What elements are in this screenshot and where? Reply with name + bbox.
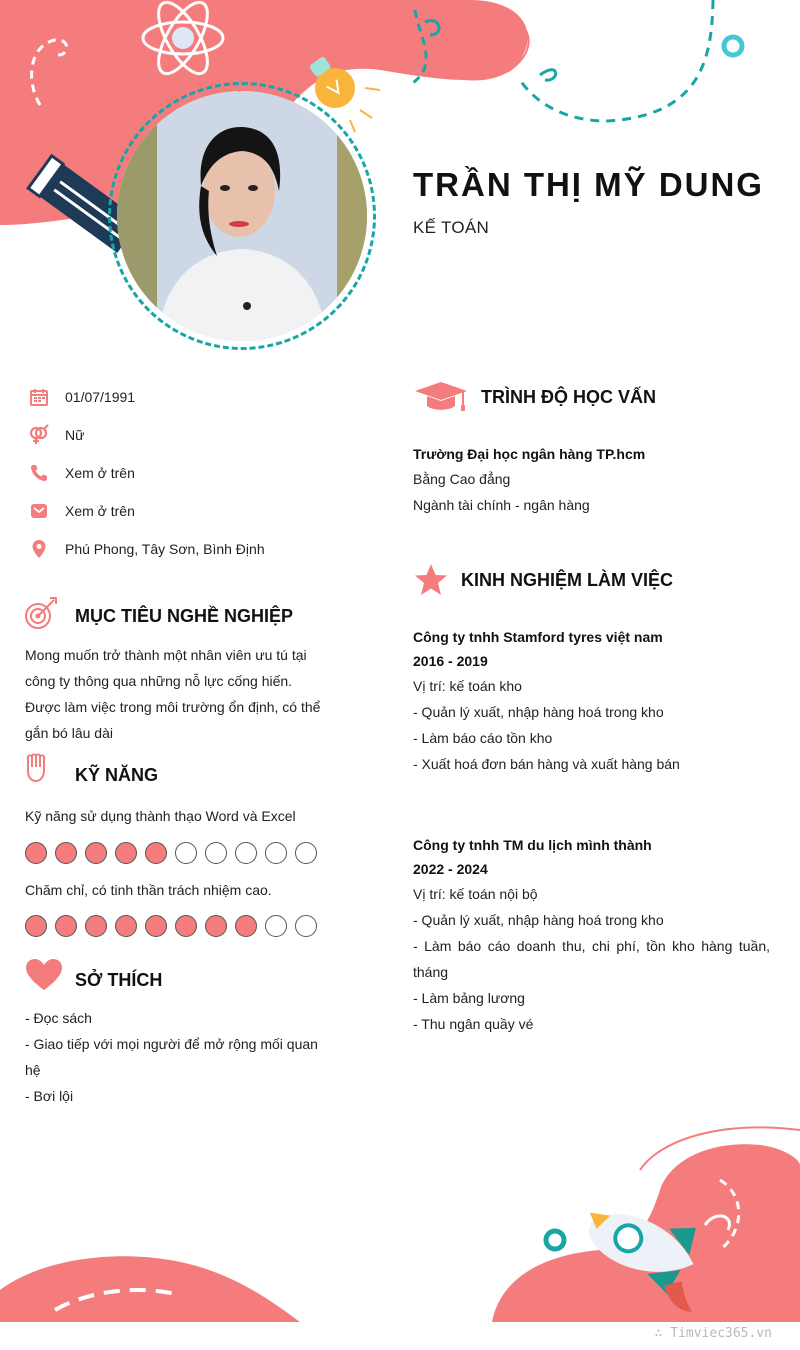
address-text: Phú Phong, Tây Sơn, Bình Định <box>65 541 265 557</box>
phone-text: Xem ở trên <box>65 465 135 481</box>
graduation-cap-icon <box>413 380 469 416</box>
gender-text: Nữ <box>65 427 85 443</box>
target-icon <box>24 596 58 630</box>
rating-dot-filled <box>115 915 137 937</box>
rating-dot-empty <box>175 842 197 864</box>
skill-name: Kỹ năng sử dụng thành thạo Word và Excel <box>25 808 296 824</box>
job-line: tháng <box>413 964 449 980</box>
rating-dot-filled <box>25 842 47 864</box>
rating-dot-filled <box>145 915 167 937</box>
rating-dot-filled <box>115 842 137 864</box>
objective-title: MỤC TIÊU NGHỀ NGHIỆP <box>75 606 294 626</box>
objective-line: gắn bó lâu dài <box>25 725 113 741</box>
job-line: - Quản lý xuất, nhập hàng hoá trong kho <box>413 912 664 928</box>
calendar-icon <box>28 386 50 408</box>
rating-dot-filled <box>205 915 227 937</box>
job-line: Vị trí: kế toán kho <box>413 678 522 694</box>
objective-text <box>25 642 325 746</box>
rating-dot-empty <box>265 842 287 864</box>
objective-line: Được làm việc trong môi trường ổn định, có thể <box>25 699 321 715</box>
rating-dot-empty <box>205 842 227 864</box>
star-icon <box>413 562 449 598</box>
job-title: KẾ TOÁN <box>413 218 490 237</box>
job-line: - Quản lý xuất, nhập hàng hoá trong kho <box>413 704 664 720</box>
info-phone <box>28 460 135 486</box>
skill-rating <box>25 842 317 864</box>
info-gender <box>28 422 84 448</box>
watermark: ∴ Timviec365.vn <box>654 1326 772 1341</box>
experience-title: KINH NGHIỆM LÀM VIỆC <box>461 570 674 590</box>
info-email <box>28 498 135 524</box>
rating-dot-empty <box>265 915 287 937</box>
hobbies-list <box>25 1005 325 1109</box>
objective-line: Mong muốn trở thành một nhân viên ưu tú tại <box>25 647 307 663</box>
rating-dot-filled <box>55 915 77 937</box>
rating-dot-filled <box>235 915 257 937</box>
hobby-line: - Đọc sách <box>25 1010 92 1026</box>
job-entry <box>413 833 770 1037</box>
rating-dot-filled <box>25 915 47 937</box>
rating-dot-empty <box>235 842 257 864</box>
profile-photo <box>117 91 367 341</box>
fist-icon <box>24 753 48 785</box>
skill-rating <box>25 915 317 937</box>
candidate-name: TRẦN THỊ MỸ DUNG <box>413 166 764 203</box>
job-line: - Làm báo cáo tồn kho <box>413 730 553 746</box>
hobby-line: hệ <box>25 1062 41 1078</box>
job-line: - Xuất hoá đơn bán hàng và xuất hàng bán <box>413 756 680 772</box>
objective-line: công ty thông qua những nỗ lực cống hiến. <box>25 673 293 689</box>
rating-dot-empty <box>295 842 317 864</box>
job-line: - Làm báo cáo doanh thu, chi phí, tồn kho hàng tuần, <box>413 938 770 954</box>
education-title: TRÌNH ĐỘ HỌC VẤN <box>481 387 656 407</box>
skill-name: Chăm chỉ, có tinh thần trách nhiệm cao. <box>25 882 272 898</box>
degree: Bằng Cao đẳng <box>413 471 511 487</box>
job-entry <box>413 625 770 777</box>
job-line: - Thu ngân quầy vé <box>413 1016 534 1032</box>
company-name: Công ty tnhh Stamford tyres việt nam <box>413 629 663 645</box>
job-period: 2016 - 2019 <box>413 653 488 669</box>
location-icon <box>28 538 50 560</box>
hobbies-title: SỞ THÍCH <box>75 970 163 990</box>
avatar <box>117 91 367 341</box>
mail-icon <box>28 500 50 522</box>
rating-dot-empty <box>295 915 317 937</box>
info-birthdate <box>28 384 135 410</box>
job-line: - Làm bảng lương <box>413 990 525 1006</box>
hobby-line: - Bơi lội <box>25 1088 74 1104</box>
hobby-line: - Giao tiếp với mọi người để mở rộng mối quan <box>25 1036 318 1052</box>
rating-dot-filled <box>85 842 107 864</box>
heart-icon <box>24 958 64 992</box>
phone-icon <box>28 462 50 484</box>
job-period: 2022 - 2024 <box>413 861 488 877</box>
gender-icon <box>28 424 50 446</box>
rating-dot-filled <box>145 842 167 864</box>
email-text: Xem ở trên <box>65 503 135 519</box>
major: Ngành tài chính - ngân hàng <box>413 497 590 513</box>
birthdate-text: 01/07/1991 <box>65 389 136 405</box>
rating-dot-filled <box>85 915 107 937</box>
rating-dot-filled <box>175 915 197 937</box>
company-name: Công ty tnhh TM du lịch mình thành <box>413 837 652 853</box>
rating-dot-filled <box>55 842 77 864</box>
info-address <box>28 536 265 562</box>
school-name: Trường Đại học ngân hàng TP.hcm <box>413 446 646 462</box>
job-line: Vị trí: kế toán nội bộ <box>413 886 538 902</box>
skills-title: KỸ NĂNG <box>75 765 159 785</box>
education-entry <box>413 442 783 518</box>
